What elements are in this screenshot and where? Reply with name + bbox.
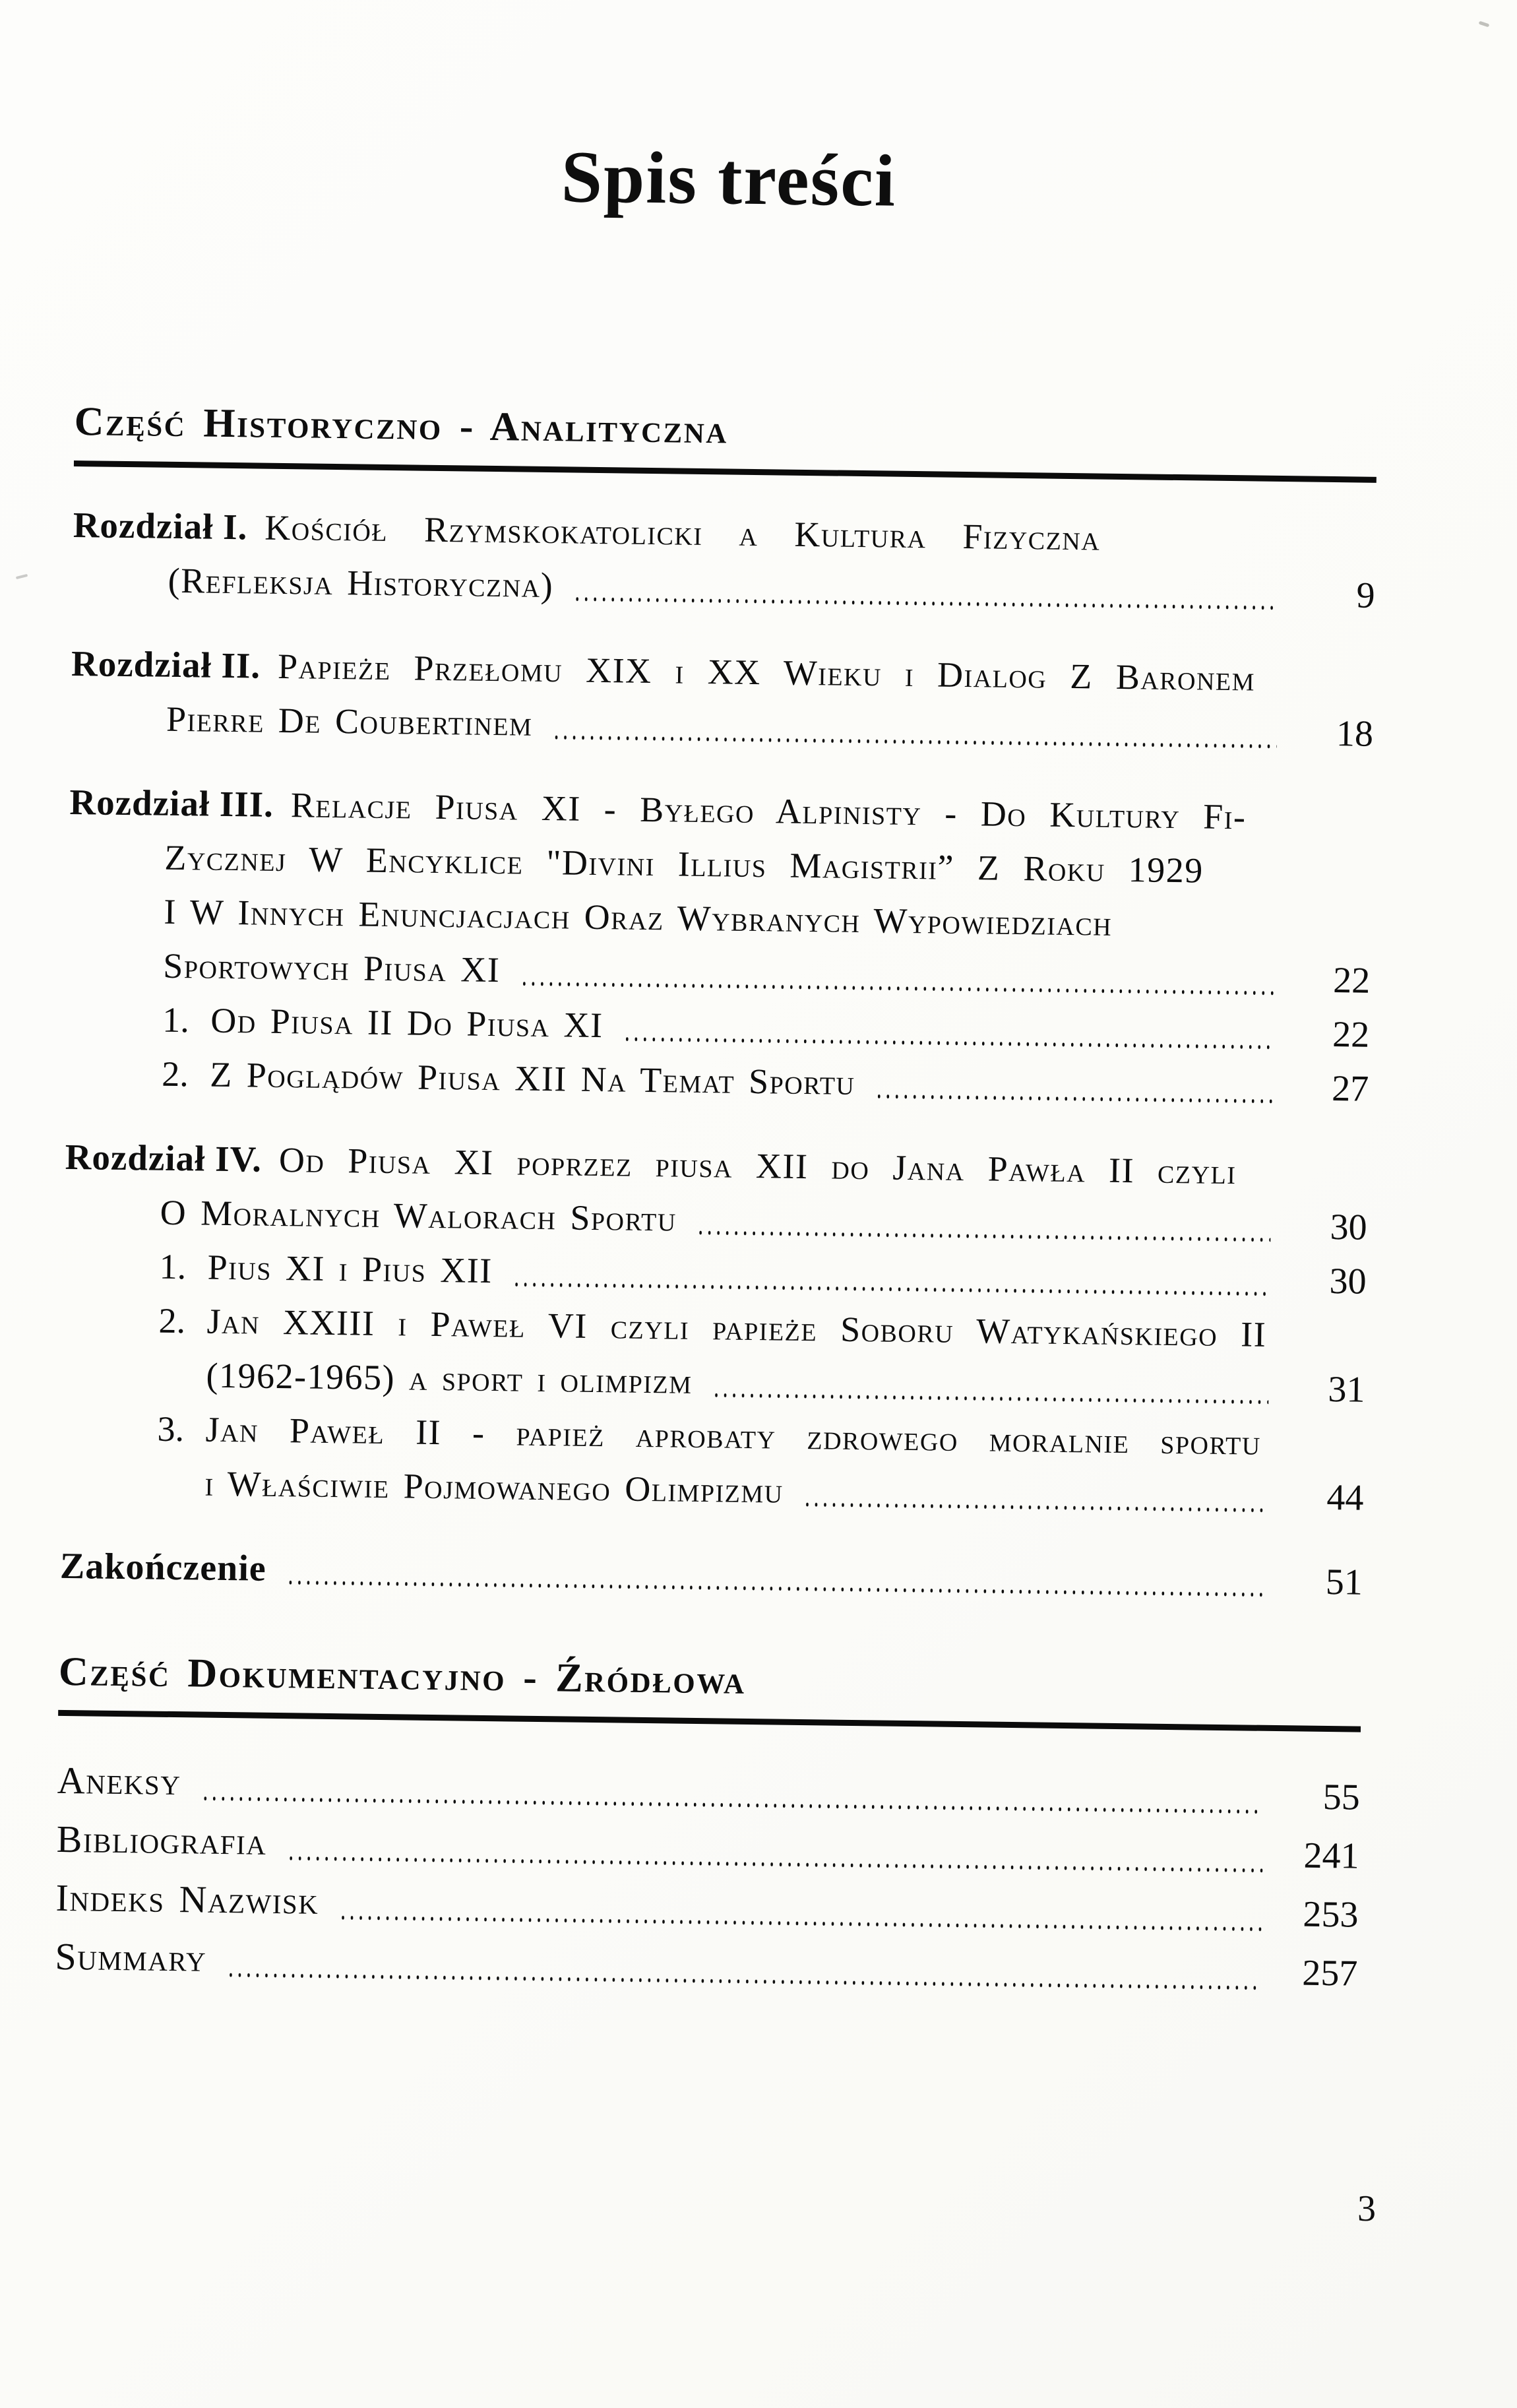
backmatter-title: Bibliografia xyxy=(56,1817,267,1863)
leader-dots xyxy=(573,594,1279,612)
toc-chapter-2 xyxy=(71,637,1375,761)
chapter-title-line: Zycznej W Encyklice "Divini Illius Magistrii” Z Roku 1929 xyxy=(164,837,1204,891)
backmatter-title: Aneksy xyxy=(57,1758,181,1804)
page-number: 241 xyxy=(1303,1835,1359,1877)
toc-row xyxy=(59,1539,1363,1610)
leader-dots xyxy=(803,1500,1267,1515)
part1-heading: Część Historyczno - Analityczna xyxy=(74,398,1377,482)
backmatter-title: Indeks Nazwisk xyxy=(55,1876,319,1922)
chapter-label: Rozdział IV. xyxy=(65,1136,263,1180)
page-number: 9 xyxy=(1356,575,1376,616)
page-number: 30 xyxy=(1329,1260,1367,1302)
chapter-label: Rozdział I. xyxy=(73,504,248,548)
page-number: 30 xyxy=(1330,1206,1367,1248)
chapter-title-line: (Refleksja Historyczna) xyxy=(168,560,554,605)
chapter-title-line: Papieże Przełomu XIX i XX Wieku i Dialog Z Baronem xyxy=(277,646,1256,699)
item-number: 2. xyxy=(161,1054,189,1094)
scan-artifact xyxy=(1479,21,1490,28)
chapter-title-line: Od Piusa XI poprzez piusa XII do Jana Pawła II czyli xyxy=(278,1139,1237,1191)
leader-dots xyxy=(712,1391,1268,1407)
item-number: 3. xyxy=(157,1409,185,1449)
leader-dots xyxy=(512,1280,1270,1298)
toc-chapter-3 xyxy=(66,775,1373,1116)
page-title: Spis treści xyxy=(561,136,897,222)
page-number: 257 xyxy=(1301,1952,1358,1994)
chapter-title-line: Pierre De Coubertinem xyxy=(166,699,533,744)
scan-artifact xyxy=(16,574,28,579)
page-number: 22 xyxy=(1332,959,1371,1001)
page-content xyxy=(55,0,1382,2003)
leader-dots xyxy=(286,1854,1262,1875)
leader-dots xyxy=(226,1971,1261,1992)
toc-chapter-4 xyxy=(61,1130,1368,1525)
page-number: 44 xyxy=(1326,1476,1364,1519)
toc-chapter-1 xyxy=(72,498,1376,623)
chapter-label: Rozdział II. xyxy=(71,643,261,686)
item-title: Z Poglądów Piusa XII Na Temat Sportu xyxy=(209,1054,855,1102)
page-number: 51 xyxy=(1325,1561,1363,1603)
backmatter-list xyxy=(55,1752,1360,2003)
item-number: 2. xyxy=(158,1300,186,1341)
part2-heading: Część Dokumentacyjno - Źródłowa xyxy=(58,1649,1361,1732)
page-number: 27 xyxy=(1331,1067,1369,1110)
item-title: Jan XXIII i Paweł VI czyli papieże Soboru Watykańskiego II xyxy=(206,1301,1267,1354)
chapter-title-line: Sportowych Piusa XI xyxy=(163,945,501,990)
item-title: Od Piusa II Do Piusa XI xyxy=(210,1000,604,1045)
item-title: Pius XI i Pius XII xyxy=(207,1247,493,1290)
toc-ending xyxy=(59,1539,1363,1610)
leader-dots xyxy=(696,1228,1270,1244)
item-number: 1. xyxy=(162,999,190,1040)
item-title: (1962-1965) a sport i olimpizm xyxy=(206,1355,693,1401)
leader-dots xyxy=(520,979,1274,997)
ending-label: Zakończenie xyxy=(59,1545,267,1589)
leader-dots xyxy=(338,1913,1262,1934)
page-number: 22 xyxy=(1332,1013,1370,1056)
page-number: 253 xyxy=(1303,1893,1359,1936)
item-title: i Właściwie Pojmowanego Olimpizmu xyxy=(204,1463,784,1511)
leader-dots xyxy=(875,1092,1272,1106)
leader-dots xyxy=(552,733,1277,751)
page-number: 18 xyxy=(1336,713,1374,755)
chapter-title-line: Relacje Piusa XI - Byłego Alpinisty - Do Kultury Fi- xyxy=(290,784,1247,837)
backmatter-title: Summary xyxy=(55,1934,207,1980)
folio-page-number: 3 xyxy=(1357,2188,1376,2229)
chapter-title-line: O Moralnych Walorach Sportu xyxy=(160,1192,677,1239)
item-title: Jan Paweł II - papież aprobaty zdrowego moralnie sportu xyxy=(205,1409,1262,1463)
chapter-title-line: I W Innych Enuncjacjach Oraz Wybranych Wypowiedziach xyxy=(164,891,1113,943)
leader-dots xyxy=(201,1794,1263,1816)
item-number: 1. xyxy=(159,1246,187,1286)
leader-dots xyxy=(286,1578,1266,1599)
toc-list xyxy=(59,498,1376,1610)
page-number: 55 xyxy=(1322,1776,1361,1818)
chapter-title-line: Kościół Rzymskokatolicki a Kultura Fizyczna xyxy=(264,507,1101,558)
page-number: 31 xyxy=(1328,1368,1365,1410)
chapter-label: Rozdział III. xyxy=(69,781,274,825)
leader-dots xyxy=(623,1034,1273,1051)
